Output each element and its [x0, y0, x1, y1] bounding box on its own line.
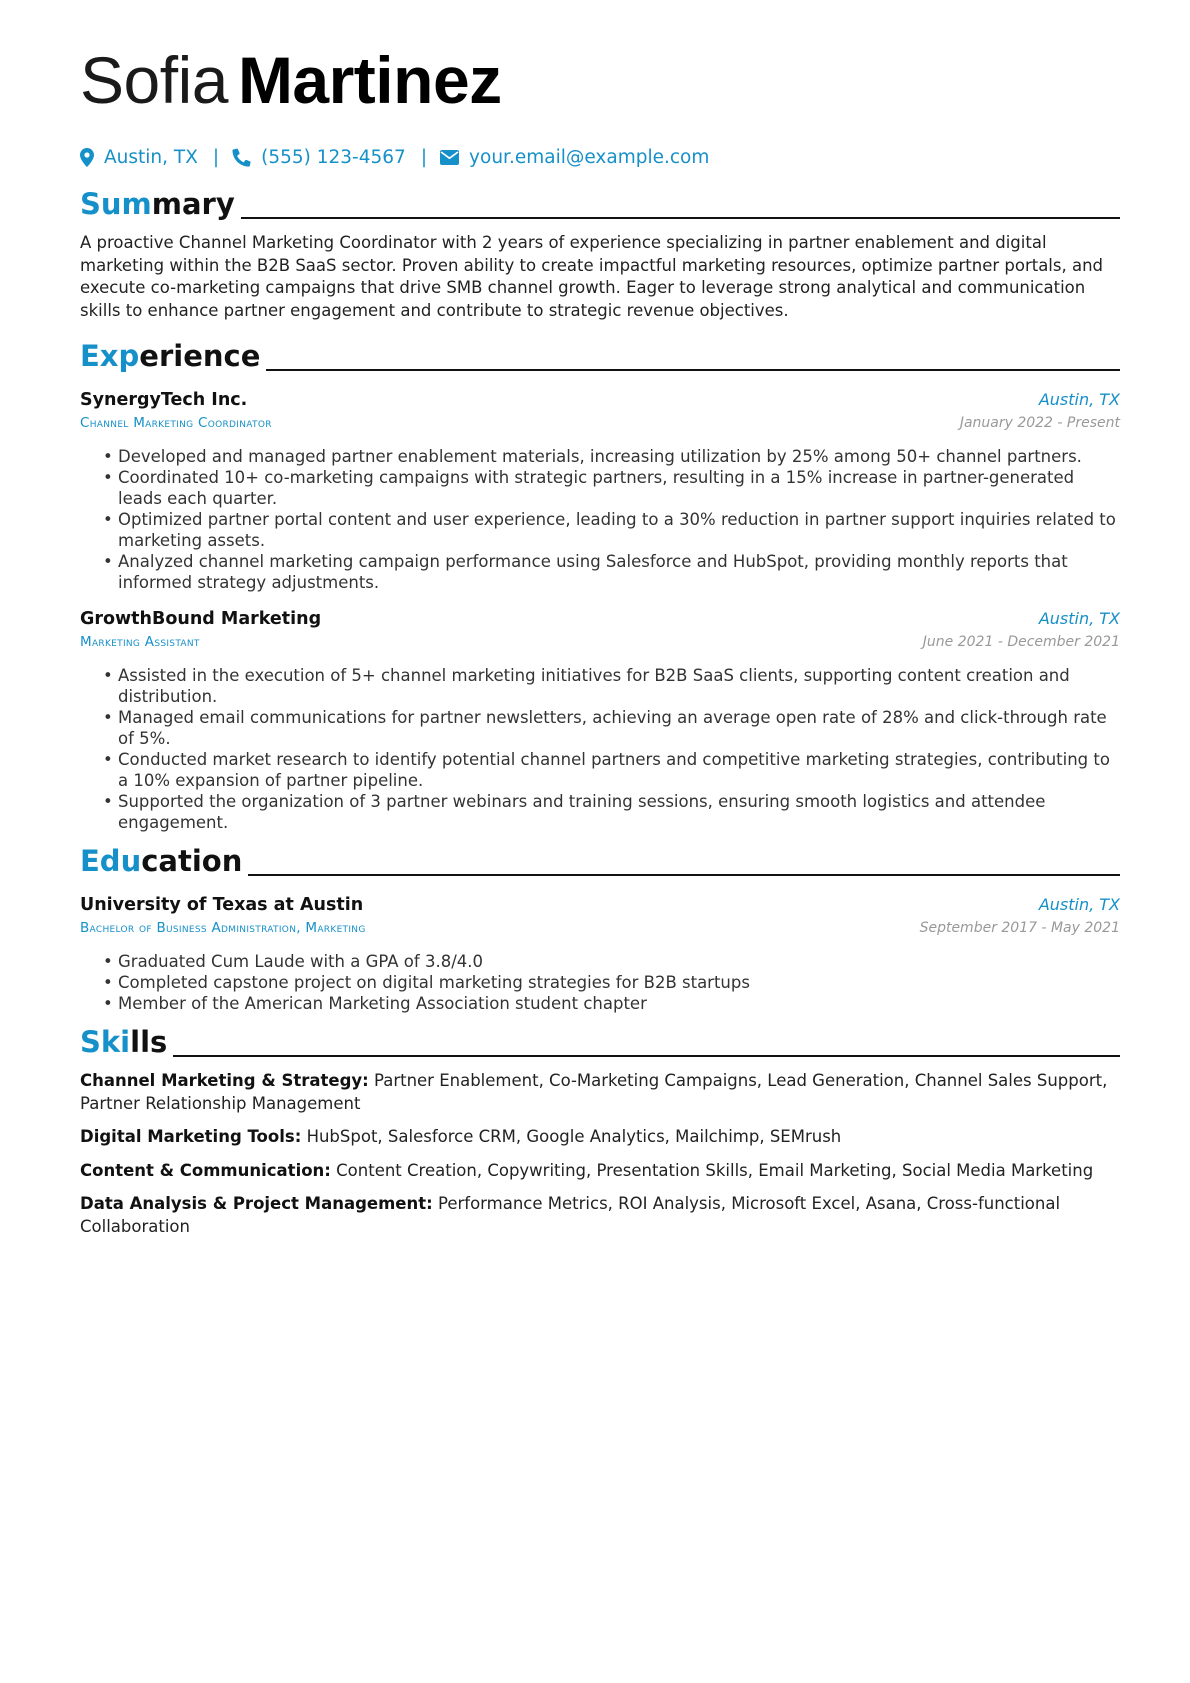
list-item: • Analyzed channel marketing campaign performance using Salesforce and HubSpot, providing monthly reports that informed strategy adjustments. — [118, 551, 1120, 593]
company-name: GrowthBound Marketing — [80, 609, 322, 629]
list-item: • Developed and managed partner enablement materials, increasing utilization by 25% among 50+ channel partners. — [118, 446, 1120, 467]
job-bullets — [80, 665, 1120, 833]
education-section-header — [80, 841, 1120, 879]
job-bullets — [80, 446, 1120, 593]
experience-entry — [80, 388, 1120, 593]
section-title-experience: Experience — [80, 339, 261, 373]
list-item: • Member of the American Marketing Association student chapter — [118, 993, 1120, 1014]
job-location: Austin, TX — [1038, 390, 1120, 409]
job-title: Marketing Assistant — [80, 634, 200, 650]
section-rule — [266, 369, 1120, 371]
company-name: SynergyTech Inc. — [80, 390, 248, 410]
skill-items: Content Creation, Copywriting, Presentation Skills, Email Marketing, Social Media Marketing — [336, 1160, 1094, 1180]
skills-section-header — [80, 1022, 1120, 1060]
list-item: • Conducted market research to identify potential channel partners and competitive marketing strategies, contributing to a 10% expansion of partner pipeline. — [118, 749, 1120, 791]
list-item: • Graduated Cum Laude with a GPA of 3.8/4.0 — [118, 951, 1120, 972]
skills-list — [80, 1070, 1120, 1238]
section-rule — [248, 874, 1120, 876]
section-title-summary: Summary — [80, 187, 235, 221]
contact-separator: | — [420, 146, 428, 168]
skill-category: Data Analysis & Project Management: — [80, 1194, 433, 1213]
skill-category: Digital Marketing Tools: — [80, 1127, 302, 1146]
location-text: Austin, TX — [104, 146, 198, 168]
education-bullets — [80, 951, 1120, 1014]
experience-section-header — [80, 336, 1120, 374]
list-item: • Optimized partner portal content and user experience, leading to a 30% reduction in partner support inquiries related to marketing assets. — [118, 509, 1120, 551]
section-rule — [241, 217, 1120, 219]
skill-items: Performance Metrics, ROI Analysis, Microsoft Excel, Asana, Cross-functional Collaboration — [80, 1194, 1061, 1236]
contact-bar — [80, 144, 1120, 170]
skill-line — [80, 1160, 1120, 1183]
skill-items: HubSpot, Salesforce CRM, Google Analytics, Mailchimp, SEMrush — [306, 1127, 842, 1146]
last-name: Martinez — [237, 43, 502, 117]
contact-location — [80, 147, 198, 168]
contact-separator: | — [212, 146, 220, 168]
job-dates: June 2021 - December 2021 — [922, 634, 1120, 650]
education-entry — [80, 893, 1120, 1014]
job-dates: January 2022 - Present — [959, 415, 1120, 431]
list-item: • Completed capstone project on digital marketing strategies for B2B startups — [118, 972, 1120, 993]
education-dates: September 2017 - May 2021 — [919, 920, 1120, 936]
skill-line — [80, 1193, 1120, 1238]
list-item: • Coordinated 10+ co-marketing campaigns with strategic partners, resulting in a 15% increase in partner-generated leads each quarter. — [118, 467, 1120, 509]
section-title-skills: Skills — [80, 1025, 168, 1059]
phone-text[interactable]: (555) 123-4567 — [261, 146, 406, 168]
section-title-education: Education — [80, 844, 243, 878]
phone-icon — [232, 148, 251, 167]
summary-section-header — [80, 184, 1120, 222]
experience-entry — [80, 607, 1120, 833]
summary-text: A proactive Channel Marketing Coordinator with 2 years of experience specializing in partner enablement and digital marketing within the B2B SaaS sector. Proven ability to create impactful marketing resources, optimize partner portals, and execute co-marketing campaigns that drive SMB channel growth. Eager to leverage strong analytical and communication skills to enhance partner engagement and contribute to strategic revenue objectives. — [80, 233, 1104, 320]
skill-items: Partner Enablement, Co-Marketing Campaigns, Lead Generation, Channel Sales Support, Partner Relationship Management — [80, 1071, 1108, 1113]
skill-category: Channel Marketing & Strategy: — [80, 1071, 369, 1090]
school-location: Austin, TX — [1038, 895, 1120, 914]
skill-line — [80, 1070, 1120, 1115]
email-link[interactable]: your.email@example.com — [469, 146, 710, 168]
contact-email[interactable] — [440, 147, 709, 168]
degree-title: Bachelor of Business Administration, Marketing — [80, 920, 366, 936]
map-marker-icon — [80, 148, 94, 167]
contact-phone[interactable] — [232, 147, 406, 168]
skill-line — [80, 1126, 1120, 1149]
candidate-name — [80, 40, 1120, 120]
job-location: Austin, TX — [1038, 609, 1120, 628]
list-item: • Managed email communications for partner newsletters, achieving an average open rate of 28% and click-through rate of 5%. — [118, 707, 1120, 749]
list-item: • Assisted in the execution of 5+ channel marketing initiatives for B2B SaaS clients, supporting content creation and distribution. — [118, 665, 1120, 707]
job-title: Channel Marketing Coordinator — [80, 415, 272, 431]
first-name: Sofia — [80, 43, 228, 117]
list-item: • Supported the organization of 3 partner webinars and training sessions, ensuring smooth logistics and attendee engagement. — [118, 791, 1120, 833]
skill-category: Content & Communication: — [80, 1160, 331, 1180]
school-name: University of Texas at Austin — [80, 895, 364, 915]
resume-page — [80, 40, 1120, 1249]
section-rule — [173, 1055, 1120, 1057]
envelope-icon — [440, 150, 459, 165]
